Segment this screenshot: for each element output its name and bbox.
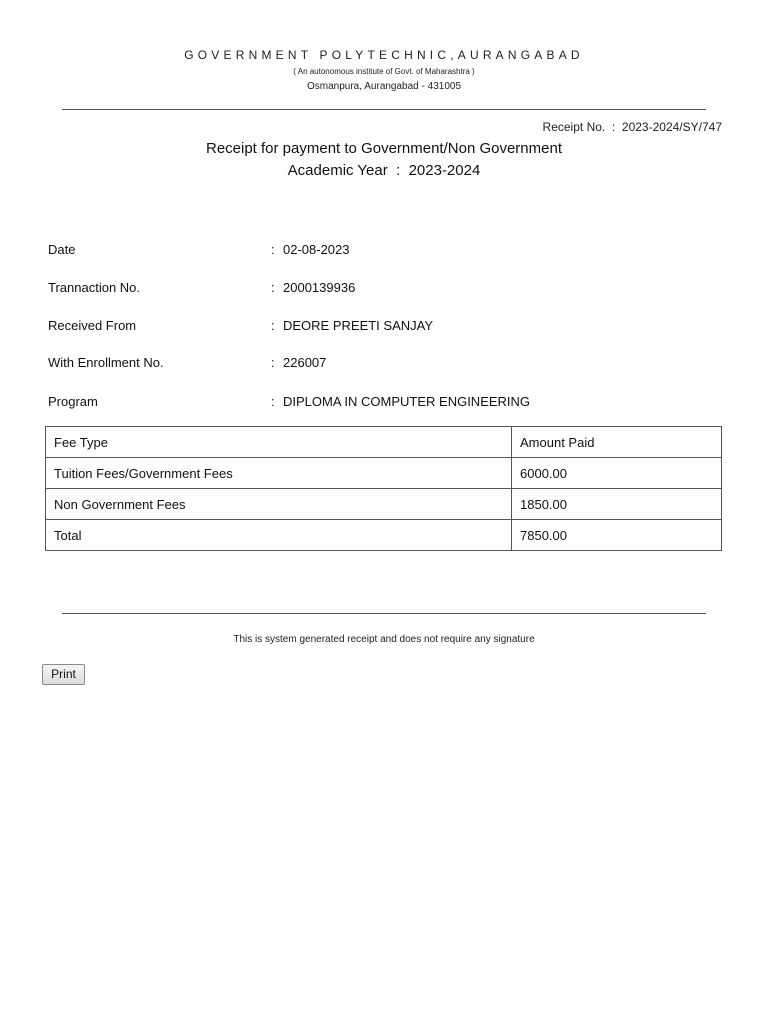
receipt-title: Receipt for payment to Government/Non Government	[205, 140, 562, 157]
fee-type-cell: Non Government Fees	[46, 489, 512, 520]
fee-type-header: Fee Type	[46, 427, 512, 458]
detail-label-received-from: Received From	[48, 318, 137, 333]
detail-value-received-from: DEORE PREETI SANJAY	[283, 318, 434, 333]
fee-table-header-row	[46, 427, 722, 458]
detail-value-transaction: 2000139936	[283, 280, 356, 295]
receipt-number: Receipt No. : 2023-2024/SY/747	[542, 120, 722, 134]
detail-separator: :	[271, 355, 275, 370]
detail-value-program: DIPLOMA IN COMPUTER ENGINEERING	[283, 394, 531, 409]
amount-cell: 6000.00	[512, 458, 722, 489]
fee-type-cell: Total	[46, 520, 512, 551]
institute-subtitle: ( An autonomous institute of Govt. of Maharashtra )	[293, 67, 475, 76]
detail-label-transaction: Trannaction No.	[48, 280, 141, 295]
header-divider	[62, 109, 706, 110]
amount-paid-header: Amount Paid	[512, 427, 722, 458]
fee-table	[45, 426, 722, 551]
footer-note: This is system generated receipt and does not require any signature	[233, 634, 535, 645]
detail-value-enrollment: 226007	[283, 355, 327, 370]
detail-separator: :	[271, 318, 275, 333]
institute-name: GOVERNMENT POLYTECHNIC,AURANGABAD	[184, 48, 584, 62]
footer-divider	[62, 613, 706, 614]
amount-cell: 7850.00	[512, 520, 722, 551]
detail-label-enrollment: With Enrollment No.	[48, 355, 164, 370]
amount-cell: 1850.00	[512, 489, 722, 520]
table-row	[46, 520, 722, 551]
table-row	[46, 458, 722, 489]
print-button[interactable]: Print	[42, 664, 85, 685]
fee-type-cell: Tuition Fees/Government Fees	[46, 458, 512, 489]
institute-address: Osmanpura, Aurangabad - 431005	[307, 81, 461, 92]
detail-separator: :	[271, 242, 275, 257]
detail-separator: :	[271, 394, 275, 409]
detail-label-program: Program	[48, 394, 98, 409]
detail-label-date: Date	[48, 242, 76, 257]
table-row	[46, 489, 722, 520]
detail-value-date: 02-08-2023	[283, 242, 350, 257]
detail-separator: :	[271, 280, 275, 295]
academic-year: Academic Year : 2023-2024	[287, 162, 481, 179]
